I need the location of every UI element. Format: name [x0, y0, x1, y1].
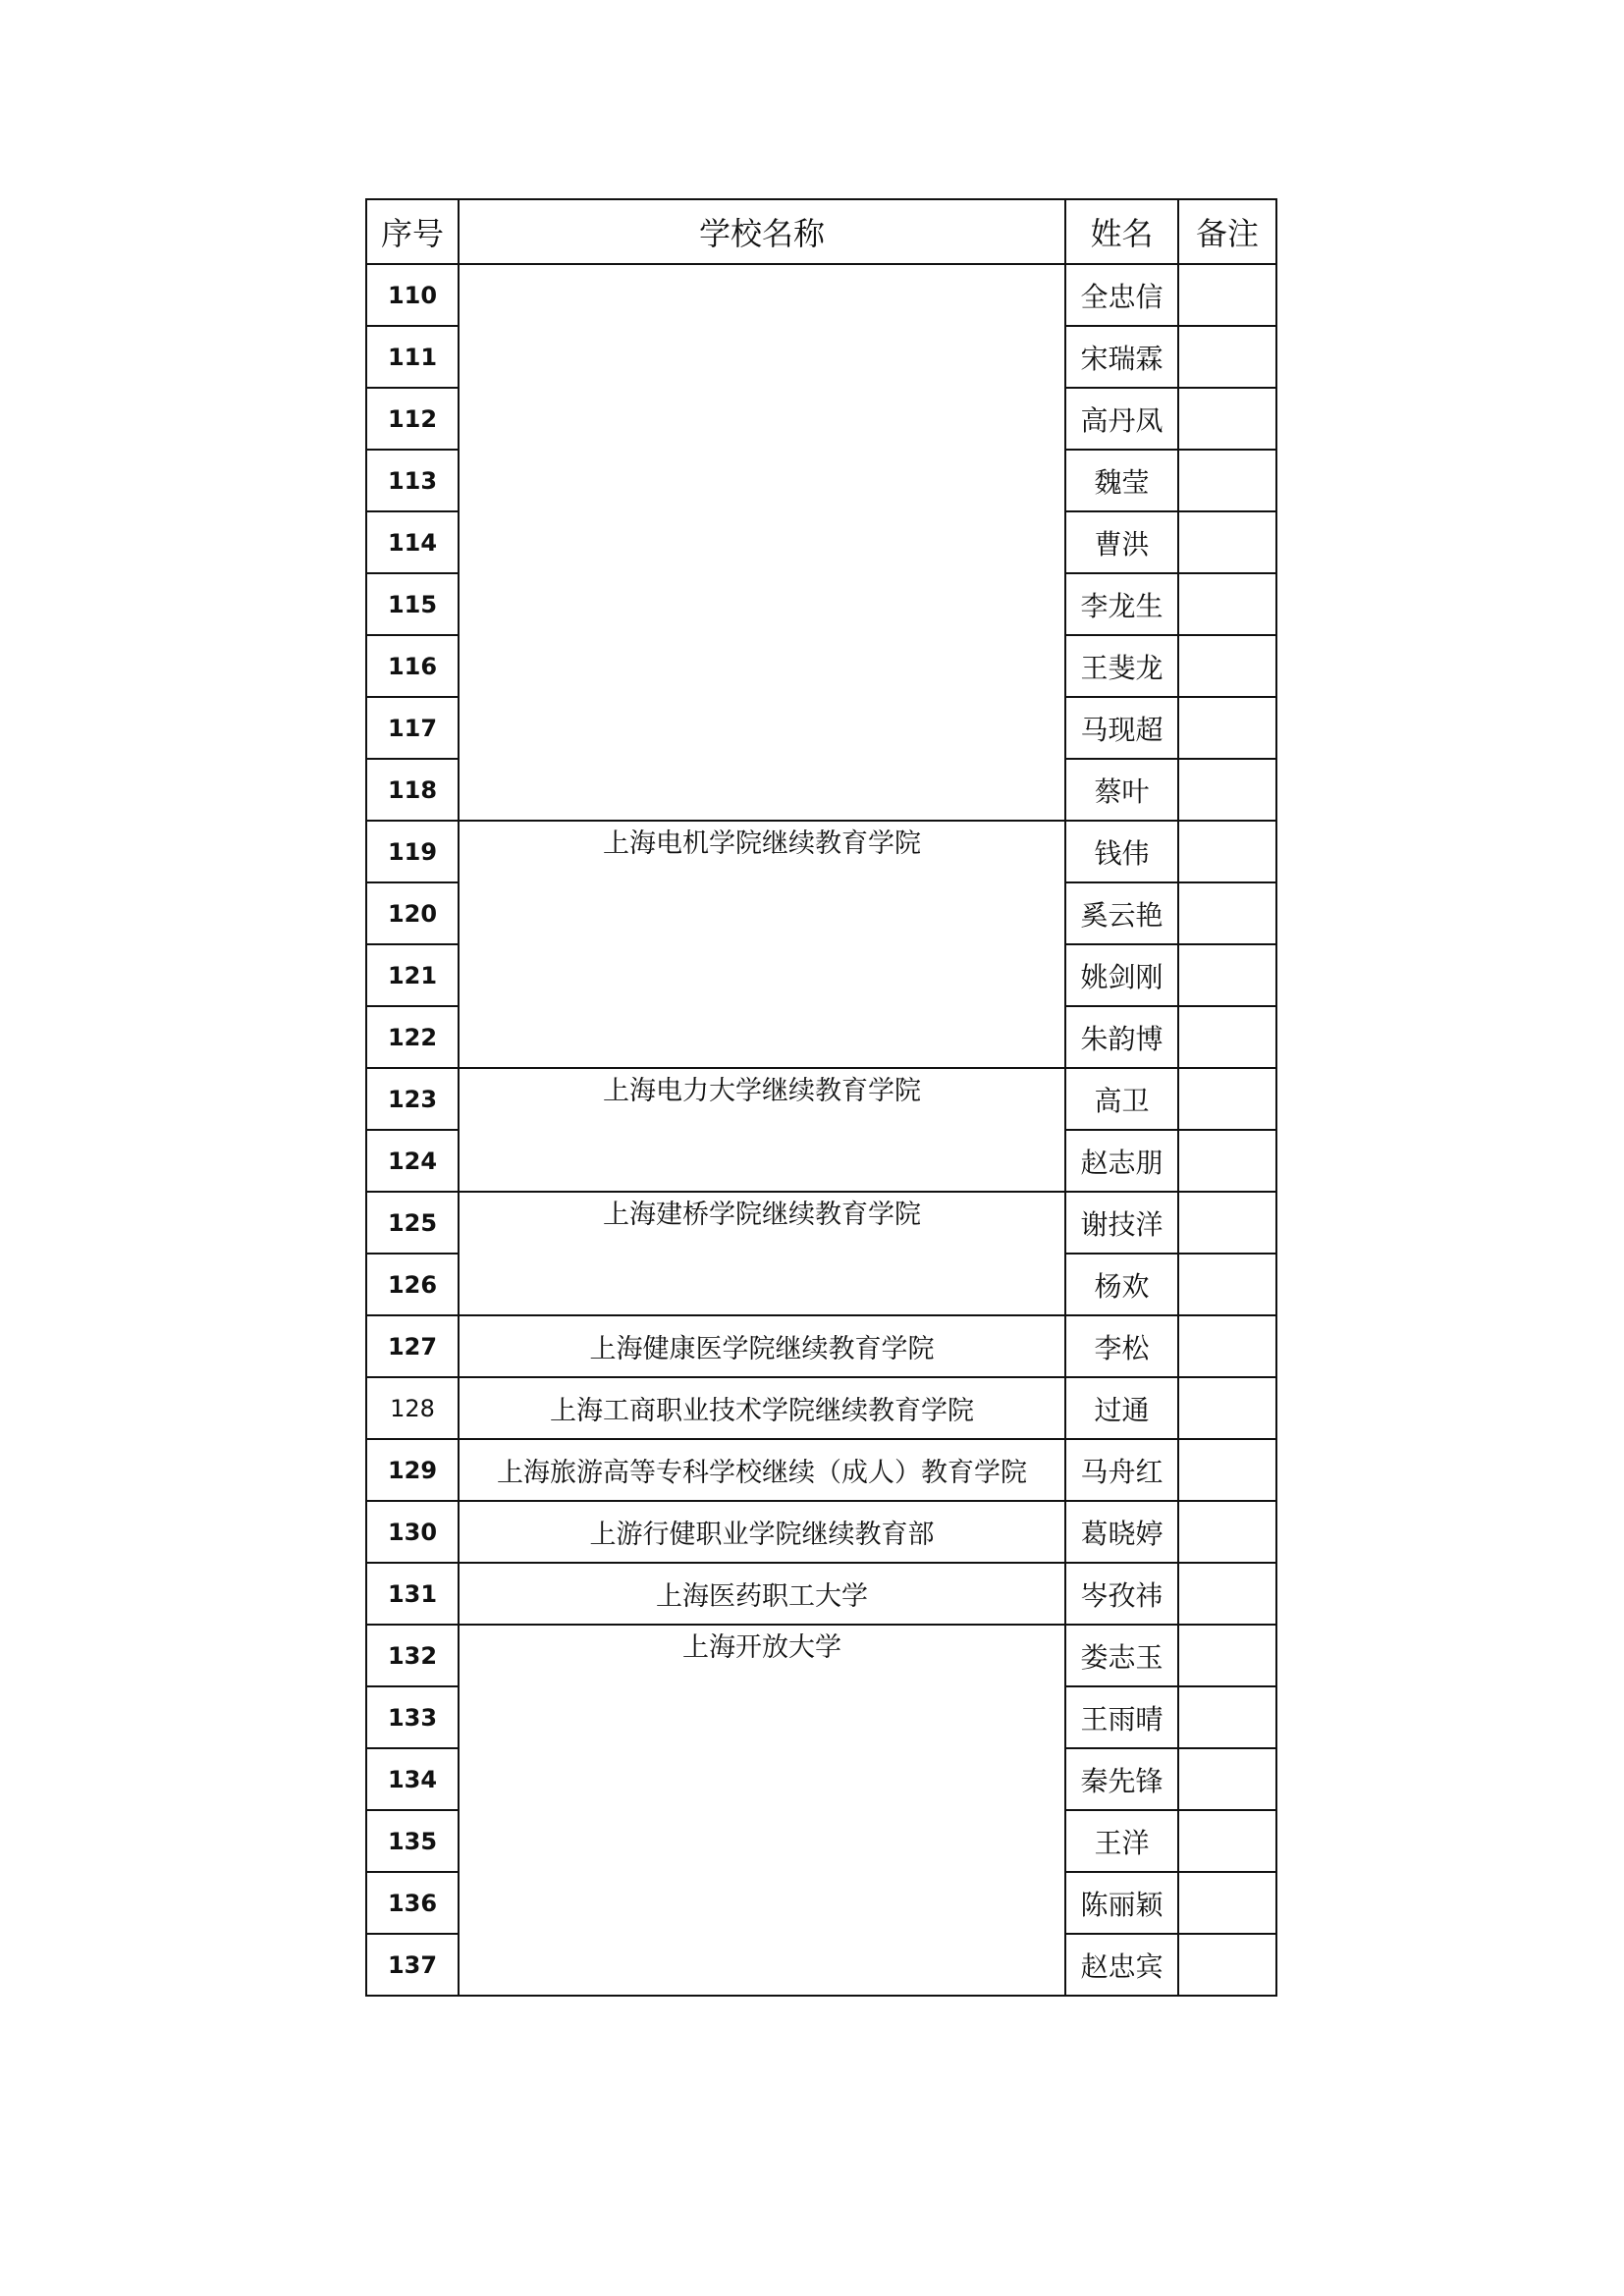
table-row [366, 1625, 1276, 1686]
name-cell: 钱伟 [1065, 821, 1178, 882]
name-cell: 杨欢 [1065, 1254, 1178, 1315]
name-cell: 王洋 [1065, 1810, 1178, 1872]
name-cell: 曹洪 [1065, 511, 1178, 573]
note-cell [1178, 1439, 1276, 1501]
seq-cell: 137 [366, 1934, 459, 1996]
seq-cell: 133 [366, 1686, 459, 1748]
name-cell: 蔡叶 [1065, 759, 1178, 821]
note-cell [1178, 264, 1276, 326]
note-cell [1178, 882, 1276, 944]
name-cell: 魏莹 [1065, 450, 1178, 511]
note-cell [1178, 944, 1276, 1006]
name-cell: 王斐龙 [1065, 635, 1178, 697]
roster-table [365, 198, 1277, 1997]
table-row [366, 1192, 1276, 1254]
note-cell [1178, 697, 1276, 759]
header-row [366, 199, 1276, 264]
school-cell: 上海旅游高等专科学校继续（成人）教育学院 [459, 1439, 1065, 1501]
seq-cell: 115 [366, 573, 459, 635]
school-cell: 上海电力大学继续教育学院 [459, 1068, 1065, 1192]
note-cell [1178, 388, 1276, 450]
seq-cell: 123 [366, 1068, 459, 1130]
header-note: 备注 [1178, 199, 1276, 264]
note-cell [1178, 821, 1276, 882]
table-row [366, 264, 1276, 326]
seq-cell: 113 [366, 450, 459, 511]
note-cell [1178, 1810, 1276, 1872]
seq-cell: 112 [366, 388, 459, 450]
name-cell: 王雨晴 [1065, 1686, 1178, 1748]
header-name: 姓名 [1065, 199, 1178, 264]
table-row [366, 821, 1276, 882]
note-cell [1178, 1872, 1276, 1934]
school-cell: 上海健康医学院继续教育学院 [459, 1315, 1065, 1377]
seq-cell: 127 [366, 1315, 459, 1377]
table-row [366, 1068, 1276, 1130]
name-cell: 李松 [1065, 1315, 1178, 1377]
seq-cell: 132 [366, 1625, 459, 1686]
seq-cell: 116 [366, 635, 459, 697]
note-cell [1178, 1501, 1276, 1563]
table-row [366, 1439, 1276, 1501]
name-cell: 葛晓婷 [1065, 1501, 1178, 1563]
name-cell: 马现超 [1065, 697, 1178, 759]
seq-cell: 130 [366, 1501, 459, 1563]
table-row [366, 1501, 1276, 1563]
seq-cell: 118 [366, 759, 459, 821]
name-cell: 奚云艳 [1065, 882, 1178, 944]
school-cell: 上海建桥学院继续教育学院 [459, 1192, 1065, 1315]
name-cell: 宋瑞霖 [1065, 326, 1178, 388]
name-cell: 姚剑刚 [1065, 944, 1178, 1006]
seq-cell: 117 [366, 697, 459, 759]
school-cell: 上海医药职工大学 [459, 1563, 1065, 1625]
seq-cell: 122 [366, 1006, 459, 1068]
note-cell [1178, 635, 1276, 697]
seq-cell: 119 [366, 821, 459, 882]
school-cell: 上海工商职业技术学院继续教育学院 [459, 1377, 1065, 1439]
school-cell [459, 264, 1065, 821]
table-row [366, 1563, 1276, 1625]
note-cell [1178, 1254, 1276, 1315]
header-seq: 序号 [366, 199, 459, 264]
name-cell: 赵忠宾 [1065, 1934, 1178, 1996]
seq-cell: 120 [366, 882, 459, 944]
name-cell: 岑孜祎 [1065, 1563, 1178, 1625]
note-cell [1178, 1068, 1276, 1130]
seq-cell: 131 [366, 1563, 459, 1625]
name-cell: 朱韵博 [1065, 1006, 1178, 1068]
name-cell: 谢技洋 [1065, 1192, 1178, 1254]
school-cell: 上海开放大学 [459, 1625, 1065, 1996]
note-cell [1178, 1934, 1276, 1996]
note-cell [1178, 1377, 1276, 1439]
seq-cell: 136 [366, 1872, 459, 1934]
name-cell: 赵志朋 [1065, 1130, 1178, 1192]
note-cell [1178, 326, 1276, 388]
note-cell [1178, 1315, 1276, 1377]
table-row [366, 1315, 1276, 1377]
name-cell: 高丹凤 [1065, 388, 1178, 450]
school-cell: 上游行健职业学院继续教育部 [459, 1501, 1065, 1563]
header-school: 学校名称 [459, 199, 1065, 264]
name-cell: 高卫 [1065, 1068, 1178, 1130]
name-cell: 李龙生 [1065, 573, 1178, 635]
seq-cell: 134 [366, 1748, 459, 1810]
seq-cell: 114 [366, 511, 459, 573]
seq-cell: 128 [366, 1377, 459, 1439]
seq-cell: 124 [366, 1130, 459, 1192]
note-cell [1178, 1192, 1276, 1254]
name-cell: 秦先锋 [1065, 1748, 1178, 1810]
name-cell: 娄志玉 [1065, 1625, 1178, 1686]
note-cell [1178, 1748, 1276, 1810]
seq-cell: 126 [366, 1254, 459, 1315]
seq-cell: 125 [366, 1192, 459, 1254]
name-cell: 马舟红 [1065, 1439, 1178, 1501]
note-cell [1178, 1130, 1276, 1192]
seq-cell: 111 [366, 326, 459, 388]
name-cell: 全忠信 [1065, 264, 1178, 326]
table-row [366, 1377, 1276, 1439]
seq-cell: 129 [366, 1439, 459, 1501]
note-cell [1178, 450, 1276, 511]
note-cell [1178, 759, 1276, 821]
name-cell: 陈丽颖 [1065, 1872, 1178, 1934]
name-cell: 过通 [1065, 1377, 1178, 1439]
note-cell [1178, 511, 1276, 573]
seq-cell: 110 [366, 264, 459, 326]
seq-cell: 135 [366, 1810, 459, 1872]
note-cell [1178, 573, 1276, 635]
note-cell [1178, 1625, 1276, 1686]
seq-cell: 121 [366, 944, 459, 1006]
note-cell [1178, 1006, 1276, 1068]
note-cell [1178, 1686, 1276, 1748]
school-cell: 上海电机学院继续教育学院 [459, 821, 1065, 1068]
note-cell [1178, 1563, 1276, 1625]
